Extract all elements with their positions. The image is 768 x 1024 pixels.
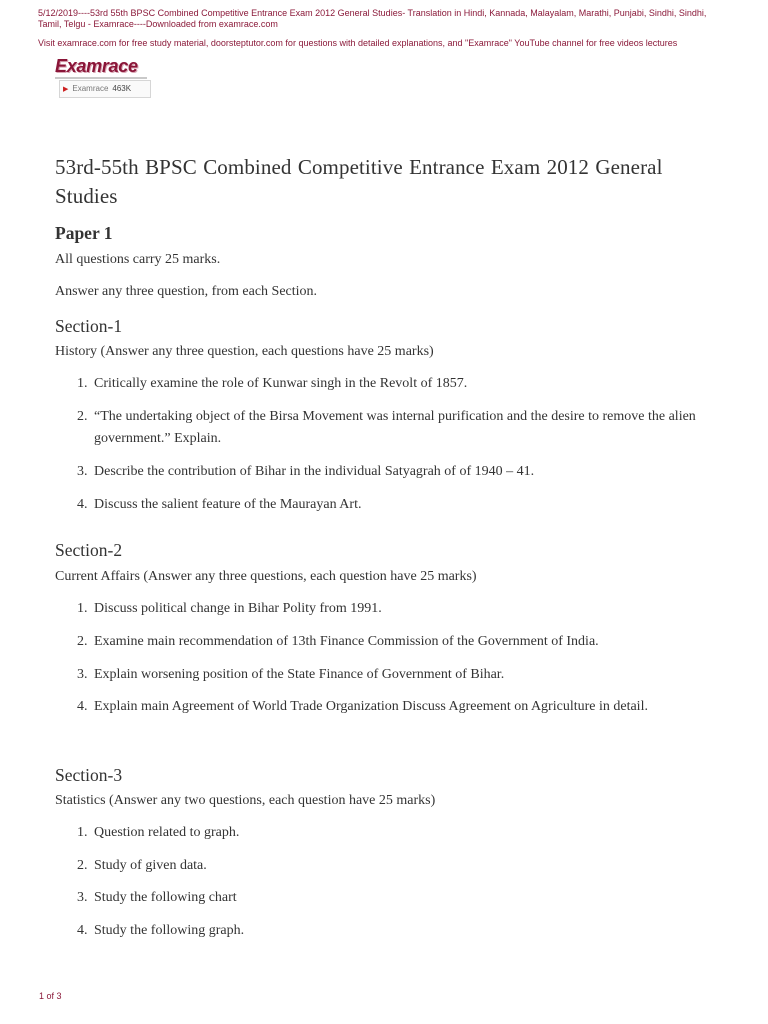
- section-2-subtitle: Current Affairs (Answer any three questions, each question have 25 marks): [55, 569, 477, 584]
- youtube-play-icon: ▶: [63, 86, 69, 93]
- list-item: 3. Study the following chart: [77, 890, 237, 905]
- note-instructions: Answer any three question, from each Section.: [55, 284, 318, 299]
- list-item: 1. Critically examine the role of Kunwar singh in the Revolt of 1857.: [77, 376, 468, 391]
- paper-heading: Paper 1: [55, 223, 113, 243]
- youtube-channel-name: Examrace: [72, 84, 109, 93]
- list-item: 4. Explain main Agreement of World Trade Organization Discuss Agreement on Agriculture in detail.: [77, 699, 648, 714]
- list-item: 4. Study the following graph.: [77, 923, 245, 938]
- youtube-subscriber-count: 463K: [112, 84, 132, 93]
- section-3-subtitle: Statistics (Answer any two questions, each question have 25 marks): [55, 793, 436, 808]
- page-header-title: 5/12/2019----53rd 55th BPSC Combined Competitive Entrance Exam 2012 General Studies- Translation in Hindi, Kannada, Malayalam, Marathi, Punjabi, Sindhi, Sindhi, Tamil, Telgu - Examrace----Downloaded from examrace.com: [38, 8, 707, 29]
- list-item: 4. Discuss the salient feature of the Maurayan Art.: [77, 497, 362, 512]
- section-3-heading: Section-3: [55, 765, 123, 785]
- youtube-subscribe-widget[interactable]: [59, 80, 151, 98]
- list-item: 3. Explain worsening position of the State Finance of Government of Bihar.: [77, 667, 505, 682]
- list-item: 3. Describe the contribution of Bihar in the individual Satyagrah of of 1940 – 41.: [77, 464, 535, 479]
- examrace-logo[interactable]: Examrace: [55, 56, 138, 76]
- section-2-heading: Section-2: [55, 540, 123, 560]
- document-title: 53rd-55th BPSC Combined Competitive Entrance Exam 2012 General Studies: [55, 155, 663, 208]
- note-marks: All questions carry 25 marks.: [55, 252, 221, 267]
- logo-divider: [55, 77, 147, 79]
- list-item: 1. Question related to graph.: [77, 825, 240, 840]
- page-header-visit-note: Visit examrace.com for free study material, doorsteptutor.com for questions with detailed explanations, and "Examrace" YouTube channel for free videos lectures: [38, 38, 678, 48]
- list-item: 2. Study of given data.: [77, 858, 207, 873]
- list-item: 2. Examine main recommendation of 13th Finance Commission of the Government of India.: [77, 634, 599, 649]
- list-item: 2. “The undertaking object of the Birsa Movement was internal purification and the desire to remove the alien government.” Explain.: [77, 409, 696, 446]
- list-item: 1. Discuss political change in Bihar Polity from 1991.: [77, 601, 382, 616]
- section-1-heading: Section-1: [55, 316, 123, 336]
- section-1-subtitle: History (Answer any three question, each questions have 25 marks): [55, 344, 434, 359]
- page-number: 1 of 3: [39, 991, 62, 1001]
